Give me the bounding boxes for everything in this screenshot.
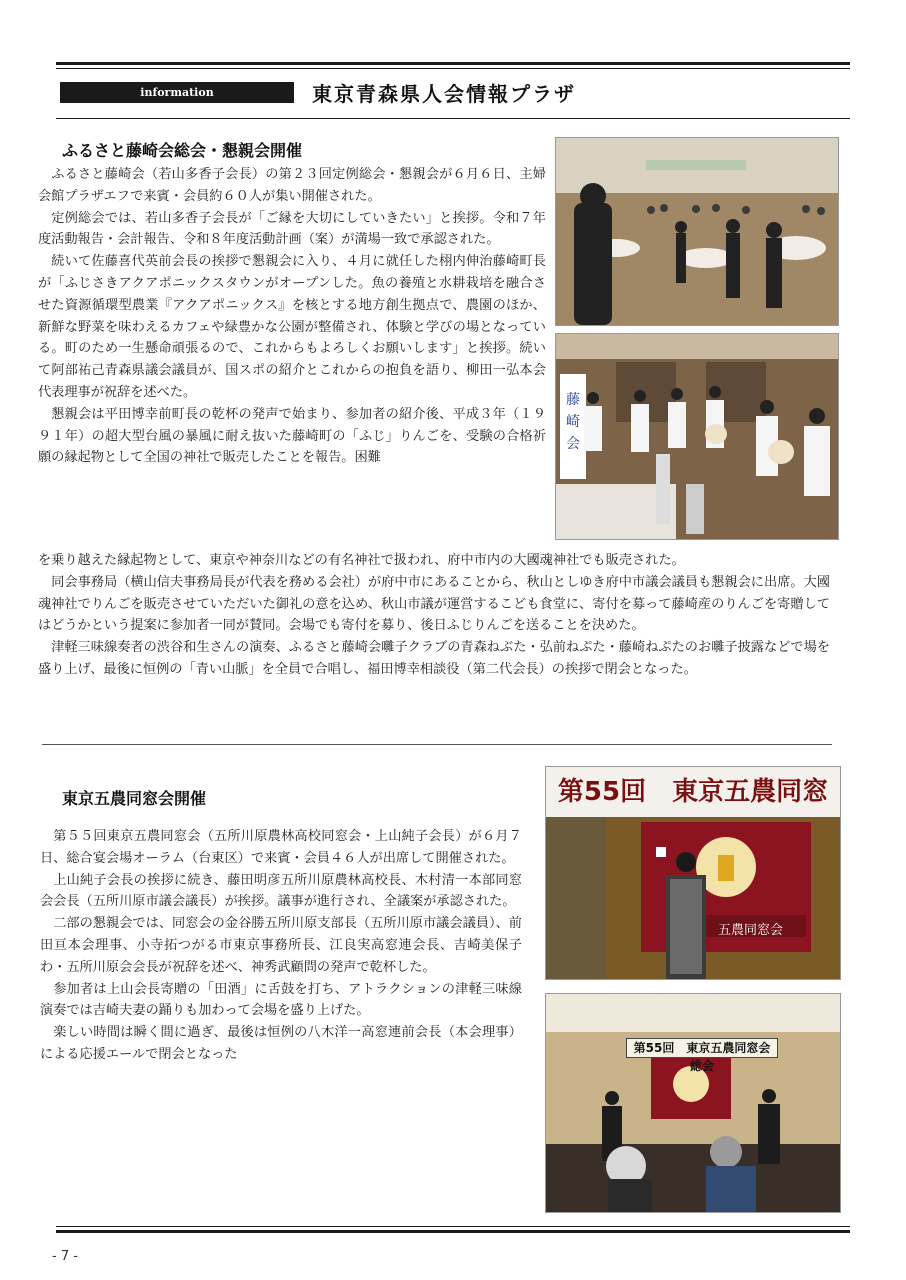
event-banner: 第55回 東京五農同窓: [546, 767, 840, 817]
article1-body-full: [38, 550, 830, 681]
article2-paragraph: 上山純子会長の挨拶に続き、藤田明彦五所川原農林高校長、木村清一本部同窓会会長（五所川原市議会議長）が挨拶。議事が進行され、全議案が承認された。: [40, 872, 522, 910]
meeting-banner: 第55回 東京五農同窓会 総会: [626, 1038, 778, 1058]
article1-paragraph: 同会事務局（横山信夫事務局長が代表を務める会社）が府中市にあることから、秋山としゆき府中市議会議員も懇親会に出席。大國魂神社でりんごを販売させていただいた御礼の意を込め、秋山市議が運営するこども食堂に、寄付を募って藤崎産のりんごを寄贈してはどうかという提案に参加者一同が賛同。会場でも寄付を募り、後日ふじりんごを送ることを決めた。: [38, 574, 830, 634]
article-divider: [42, 744, 832, 745]
article2-title: 東京五農同窓会開催: [62, 789, 207, 808]
article1-paragraph: 津軽三味線奏者の渋谷和生さんの演奏、ふるさと藤崎会囃子クラブの青森ねぶた・弘前ねぷた・藤崎ねぷたのお囃子披露などで場を盛り上げ、最後に恒例の「青い山脈」を全員で合唱し、福田博幸相談役（第二代会長）の挨拶で閉会となった。: [38, 640, 830, 677]
article2-paragraph: 楽しい時間は瞬く間に過ぎ、最後は恒例の八木洋一高窓連前会長（本会理事）による応援エールで閉会となった: [40, 1025, 522, 1062]
svg-text:藤: 藤: [566, 392, 580, 408]
article2-paragraph: 第５５回東京五農同窓会（五所川原農林高校同窓会・上山純子会長）が６月７日、総合宴会場オーラム（台東区）で来賓・会員４６人が出席して開催された。: [40, 829, 522, 866]
page-title: 東京青森県人会情報プラザ: [312, 82, 576, 106]
svg-text:会: 会: [566, 436, 580, 452]
top-rule-thick: [56, 62, 850, 65]
photo-general-meeting: [545, 993, 841, 1213]
article1-body: [38, 164, 546, 469]
bottom-rule-thick: [56, 1230, 850, 1233]
article1-title: ふるさと藤崎会総会・懇親会開催: [62, 141, 303, 160]
photo-toast-party-illustration: [556, 138, 838, 325]
article2-body: [40, 826, 522, 1066]
photo-hayashi-performance: [555, 333, 839, 540]
photo-toast-party: [555, 137, 839, 326]
svg-text:崎: 崎: [566, 414, 580, 430]
article1-paragraph: 定例総会では、若山多香子会長が「ご縁を大切にしていきたい」と挨拶。令和７年度活動報告・会計報告、令和８年度活動計画（案）が満場一致で承認された。: [38, 210, 546, 248]
article1-paragraph: 懇親会は平田博幸前町長の乾杯の発声で始まり、参加者の紹介後、平成３年（１９９１年）の超大型台風の暴風に耐え抜いた藤崎町の「ふじ」りんごを、受験の合格祈願の縁起物として全国の神社で販売したことを報告。困難: [38, 406, 546, 466]
flag-text: 五農同窓会: [718, 923, 784, 938]
photo-hayashi-performance-illustration: [556, 334, 838, 539]
header-underline: [56, 118, 850, 119]
photo-chair-speech-illustration: [546, 817, 840, 979]
photo-general-meeting-illustration: [546, 994, 840, 1212]
page-number: - 7 -: [52, 1249, 78, 1264]
section-label: information: [60, 82, 294, 103]
top-rule-thin: [56, 68, 850, 69]
article1-paragraph: を乗り越えた縁起物として、東京や神奈川などの有名神社で扱われ、府中市内の大國魂神社でも販売された。: [38, 553, 685, 568]
article1-paragraph: ふるさと藤崎会（若山多香子会長）の第２３回定例総会・懇親会が６月６日、主婦会館プラザエフで来賓・会員約６０人が集い開催された。: [38, 167, 546, 204]
bottom-rule-thin: [56, 1226, 850, 1227]
article1-paragraph: 続いて佐藤喜代英前会長の挨拶で懇親会に入り、４月に就任した栩内伸治藤崎町長が「ふじさきアクアポニックスタウンがオープンした。魚の養殖と水耕栽培を融合させた資源循環型農業『アクアポニックス』を核とする地方創生拠点で、農園のほか、新鮮な野菜を味わえるカフェや緑豊かな公園が整備され、体験と学びの場となっている。町のため一生懸命頑張るので、これからもよろしくお願いします」と挨拶。続いて阿部祐己青森県議会議員が、国スポの紹介とこれからの抱負を語り、柳田一弘本会代表理事が祝辞を述べた。: [38, 254, 546, 400]
article2-paragraph: 参加者は上山会長寄贈の「田酒」に舌鼓を打ち、アトラクションの津軽三味線演奏では吉崎夫妻の踊りも加わって会場を盛り上げた。: [40, 981, 522, 1019]
photo-chair-speech: [545, 766, 841, 980]
article2-paragraph: 二部の懇親会では、同窓会の金谷勝五所川原支部長（五所川原市議会議員）、前田亘本会理事、小寺拓つがる市東京事務所長、江良実高窓連会長、吉崎美保子わ・五所川原会会長が祝辞を述べ、神秀武顧問の発声で乾杯した。: [40, 916, 522, 975]
